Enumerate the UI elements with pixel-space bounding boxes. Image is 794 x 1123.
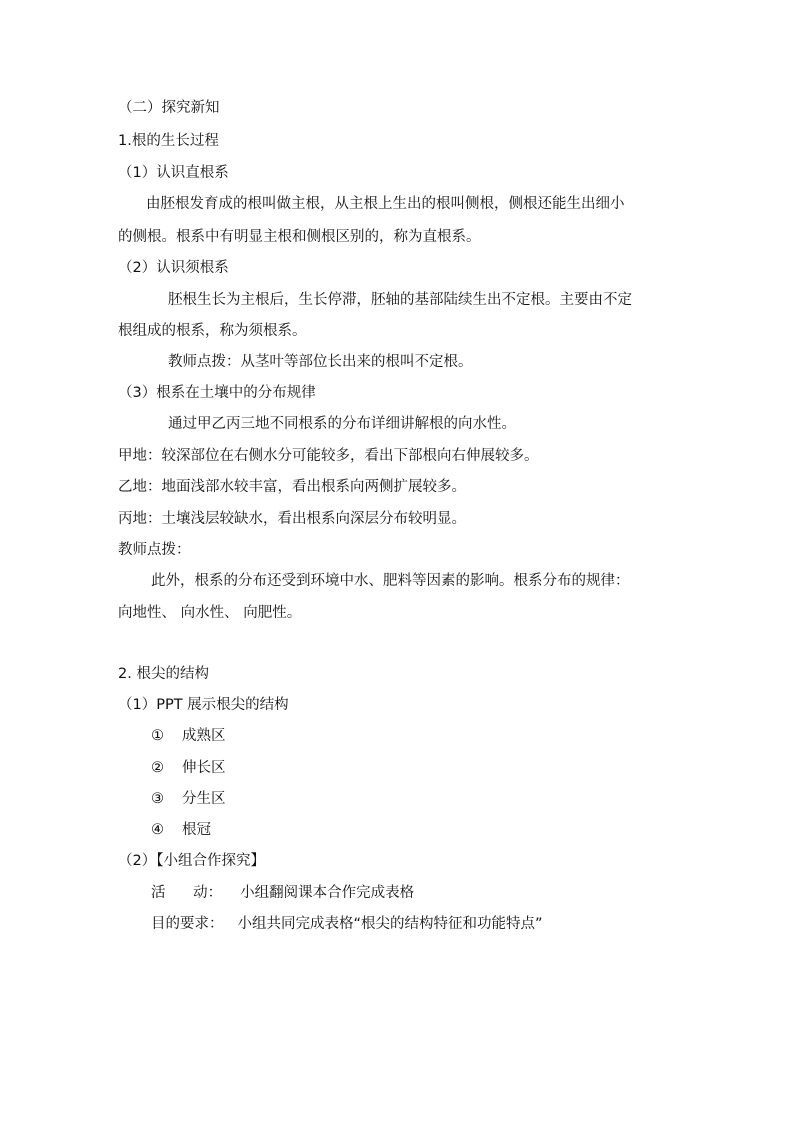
part1-sub2-teacher-note: 教师点拨：从茎叶等部位长出来的根叫不定根。 [168,354,473,370]
activity-label: 活 动： [151,885,223,901]
activity-line [151,883,414,903]
goal-label: 目的要求： [151,916,224,932]
part1-sub1-title: （1）认识直根系 [118,165,229,181]
part1-sub3-title: （3）根系在土壤中的分布规律 [118,385,316,401]
list-text: 根冠 [182,822,211,838]
activity-text: 小组翻阅课本合作完成表格 [240,885,415,901]
part1-sub3-bing: 丙地：土壤浅层较缺水，看出根系向深层分布较明显。 [118,511,466,527]
part1-sub3-jia: 甲地：较深部位在右侧水分可能较多，看出下部根向右伸展较多。 [118,448,539,464]
part2-sub2-title: （2）【小组合作探究】 [118,853,265,869]
list-item [151,789,226,809]
part1-sub3-summary-line2: 向地性、 向水性、 向肥性。 [118,605,302,621]
goal-line [151,914,543,934]
part1-sub3-summary-line1: 此外，根系的分布还受到环境中水、肥料等因素的影响。根系分布的规律： [151,573,630,589]
list-text: 成熟区 [182,728,226,744]
list-item [151,726,226,746]
part1-sub2-para-line1: 胚根生长为主根后，生长停滞，胚轴的基部陆续生出不定根。主要由不定 [168,292,632,308]
list-marker: ② [151,760,164,776]
list-item [151,758,226,778]
goal-text: 小组共同完成表格“根尖的结构特征和功能特点” [237,916,543,932]
part1-sub3-intro: 通过甲乙丙三地不同根系的分布详细讲解根的向水性。 [168,416,516,432]
part2-sub1-title: （1）PPT 展示根尖的结构 [118,697,289,713]
list-item [151,820,211,840]
section-heading: （二）探究新知 [118,100,220,116]
part1-sub1-para-line2: 的侧根。根系中有明显主根和侧根区别的，称为直根系。 [118,229,481,245]
part1-sub1-para-line1: 由胚根发育成的根叫做主根，从主根上生出的根叫侧根，侧根还能生出细小 [146,196,625,212]
list-marker: ④ [151,822,164,838]
part1-sub2-title: （2）认识须根系 [118,260,229,276]
part2-title: 2. 根尖的结构 [118,666,209,682]
part1-title: 1.根的生长过程 [118,133,219,149]
list-text: 分生区 [182,791,226,807]
part1-sub3-yi: 乙地：地面浅部水较丰富，看出根系向两侧扩展较多。 [118,479,466,495]
list-marker: ① [151,728,164,744]
part1-sub2-para-line2: 根组成的根系，称为须根系。 [118,323,307,339]
list-marker: ③ [151,791,164,807]
part1-sub3-teacher-label: 教师点拨： [118,542,191,558]
list-text: 伸长区 [182,760,226,776]
